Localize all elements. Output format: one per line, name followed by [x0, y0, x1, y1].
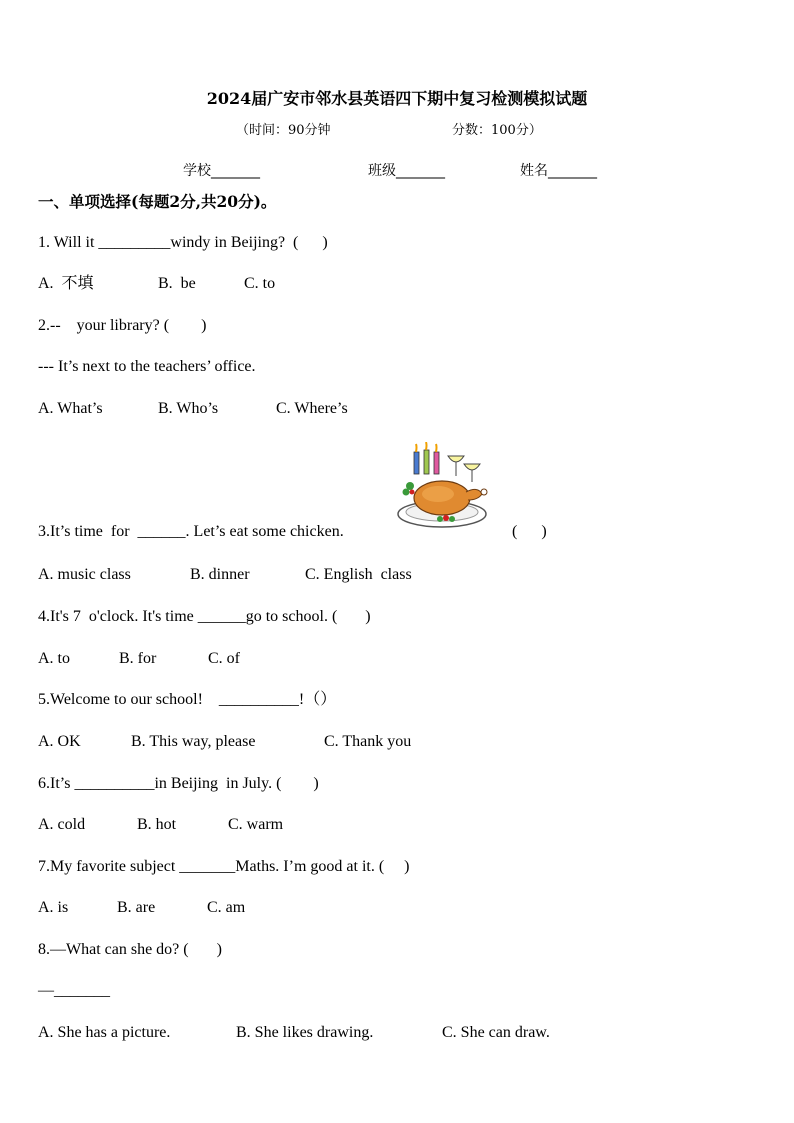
exam-score: 分数：100分）	[452, 123, 542, 138]
question-3: 3.It’s time for ______. Let’s eat some chicken.	[38, 523, 344, 540]
school-field: 学校_______	[183, 163, 260, 179]
name-field: 姓名_______	[520, 163, 597, 179]
q1-option-a: A. 不填	[38, 275, 94, 292]
q8-option-a: A. She has a picture.	[38, 1024, 171, 1041]
q5-option-c: C. Thank you	[324, 733, 412, 750]
roast-chicken-picture	[394, 442, 494, 534]
q5-option-b: B. This way, please	[131, 733, 256, 750]
q3-option-a: A. music class	[38, 566, 131, 583]
q3-option-c: C. English class	[305, 566, 412, 583]
q6-option-c: C. warm	[228, 816, 284, 833]
q5-option-a: A. OK	[38, 733, 81, 750]
question-6: 6.It’s __________in Beijing in July. ( )	[38, 775, 319, 792]
exam-title: 2024届广安市邻水县英语四下期中复习检测模拟试题	[206, 89, 588, 108]
q7-option-a: A. is	[38, 899, 69, 916]
question-4: 4.It's 7 o'clock. It's time ______go to school. ( )	[38, 608, 371, 625]
q8-option-b: B. She likes drawing.	[236, 1024, 374, 1041]
q4-option-c: C. of	[208, 650, 240, 667]
q6-option-a: A. cold	[38, 816, 86, 833]
section-title: 一、单项选择(每题2分,共20分)。	[38, 192, 277, 211]
q7-option-c: C. am	[207, 899, 246, 916]
q2-option-a: A. What’s	[38, 400, 103, 417]
question-7: 7.My favorite subject _______Maths. I’m good at it. ( )	[38, 858, 410, 875]
q8-option-c: C. She can draw.	[442, 1024, 550, 1041]
q2-option-b: B. Who’s	[158, 400, 219, 417]
q4-option-b: B. for	[119, 650, 157, 667]
question-8: 8.—What can she do? ( )	[38, 941, 222, 958]
question-3-answer-paren: ( )	[512, 523, 547, 540]
question-1: 1. Will it _________windy in Beijing? ( )	[38, 234, 328, 251]
q2-option-c: C. Where’s	[276, 400, 348, 417]
question-2-answer-line: --- It’s next to the teachers’ office.	[38, 358, 256, 375]
question-5: 5.Welcome to our school! __________!（）	[38, 691, 337, 708]
q1-option-b: B. be	[158, 275, 196, 292]
question-2: 2.-- your library? ( )	[38, 317, 207, 334]
q4-option-a: A. to	[38, 650, 70, 667]
q1-option-c: C. to	[244, 275, 276, 292]
roast-chicken-icon	[394, 442, 494, 534]
class-field: 班级_______	[368, 163, 445, 179]
q7-option-b: B. are	[117, 899, 156, 916]
q3-option-b: B. dinner	[190, 566, 250, 583]
question-8-answer-line: —_______	[38, 982, 110, 999]
q6-option-b: B. hot	[137, 816, 177, 833]
exam-time: （时间：90分钟	[236, 123, 331, 138]
